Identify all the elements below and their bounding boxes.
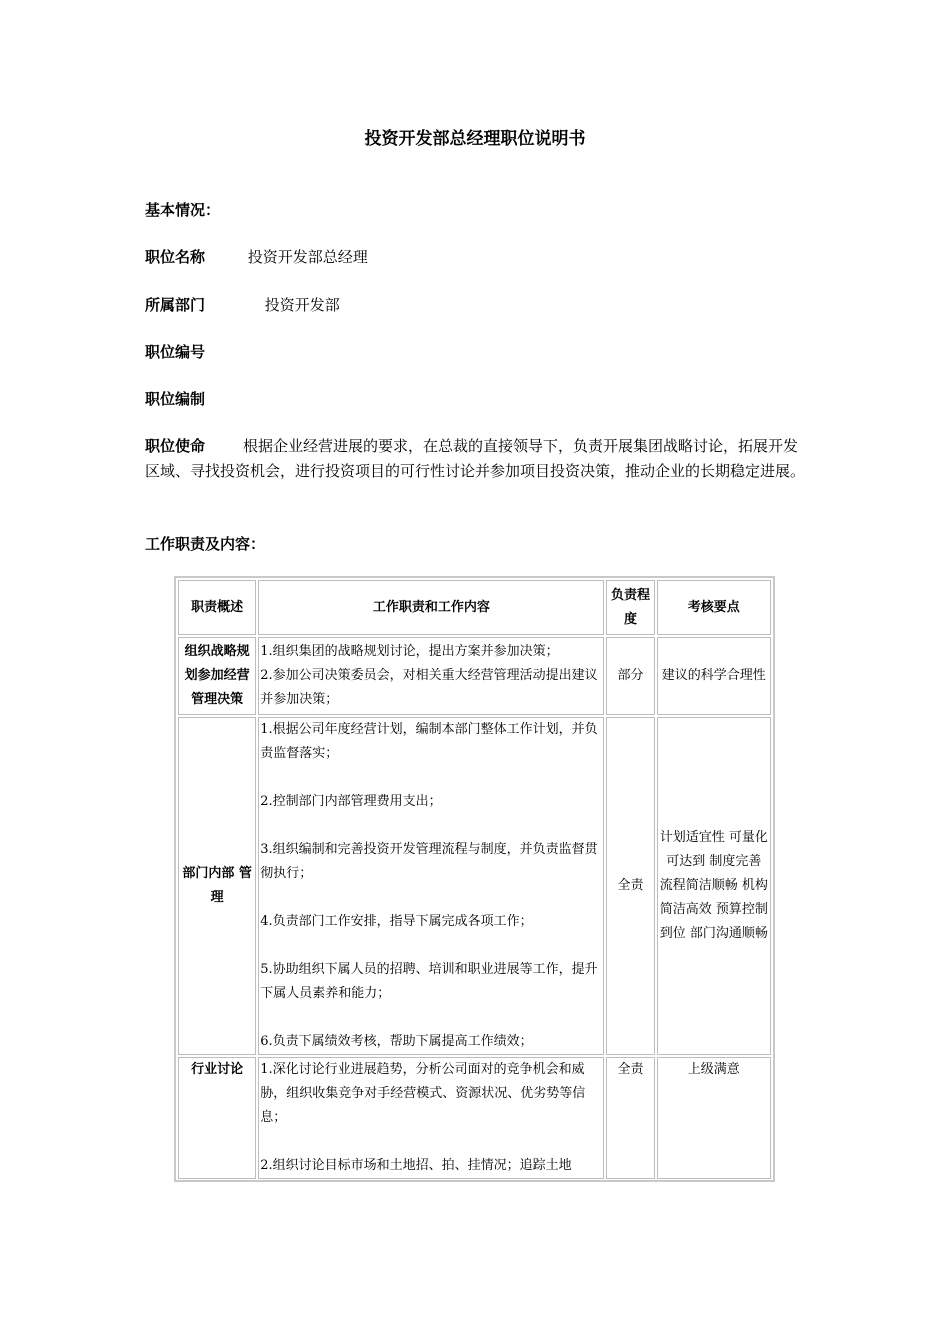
field-department (145, 294, 340, 315)
duty-item: 2.参加公司决策委员会，对相关重大经营管理活动提出建议并参加决策； (260, 668, 598, 707)
duty-item: 2.组织讨论目标市场和土地招、拍、挂情况；追踪土地 (260, 1158, 572, 1173)
field-value: 投资开发部 (264, 296, 340, 314)
table-header-row (178, 580, 771, 635)
table-row (178, 1057, 771, 1179)
field-position-code (145, 341, 205, 362)
duties-table (176, 578, 773, 1181)
table-row (178, 717, 771, 1055)
duties-heading-label: 工作职责及内容： (145, 535, 266, 553)
duty-item: 4.负责部门工作安排，指导下属完成各项工作； (260, 914, 533, 929)
duty-item: 3.组织编制和完善投资开发管理流程与制度，并负责监督贯彻执行； (260, 842, 598, 881)
field-label: 所属部门 (145, 296, 206, 314)
mission-label: 职位使命 (145, 437, 206, 455)
field-label: 职位编号 (145, 343, 206, 361)
field-position-name (145, 246, 368, 267)
mission-text: 根据企业经营进展的要求，在总裁的直接领导下，负责开展集团战略讨论，拓展开发区域、寻找投资机会，进行投资项目的可行性讨论并参加项目投资决策，推动企业的长期稳定进展。 (145, 437, 806, 480)
duty-item: 5.协助组织下属人员的招聘、培训和职业进展等工作，提升下属人员素养和能力； (260, 962, 598, 1001)
row-assessment: 建议的科学合理性 (657, 637, 771, 715)
header-content: 工作职责和工作内容 (258, 580, 604, 635)
duties-table-frame (174, 576, 775, 1182)
row-assessment: 计划适宜性 可量化 可达到 制度完善 流程简洁顺畅 机构简洁高效 预算控制到位 部门沟通顺畅 (657, 717, 771, 1055)
header-summary: 职责概述 (178, 580, 256, 635)
row-degree: 全责 (606, 1057, 654, 1179)
row-summary: 组织战略规划参加经营管理决策 (178, 637, 256, 715)
duty-item: 1.组织集团的战略规划讨论，提出方案并参加决策； (260, 644, 559, 659)
row-summary: 行业讨论 (178, 1057, 256, 1179)
duty-item: 1.根据公司年度经营计划，编制本部门整体工作计划，并负责监督落实； (260, 722, 598, 761)
row-assessment: 上级满意 (657, 1057, 771, 1179)
field-headcount (145, 388, 205, 409)
header-degree: 负责程度 (606, 580, 654, 635)
mission-paragraph (145, 434, 805, 484)
document-title: 投资开发部总经理职位说明书 (364, 129, 586, 149)
row-content (258, 637, 604, 715)
basic-info-label: 基本情况： (145, 201, 221, 219)
basic-info-heading (145, 199, 220, 220)
duty-item: 1.深化讨论行业进展趋势，分析公司面对的竞争机会和威胁，组织收集竞争对手经营模式、资源状况、优劣势等信息； (260, 1062, 586, 1125)
row-summary: 部门内部 管理 (178, 717, 256, 1055)
field-label: 职位名称 (145, 248, 206, 266)
row-content (258, 1057, 604, 1179)
table-row (178, 637, 771, 715)
row-degree: 全责 (606, 717, 654, 1055)
duties-heading (145, 533, 265, 554)
field-label: 职位编制 (145, 390, 206, 408)
duty-item: 6.负责下属绩效考核，帮助下属提高工作绩效； (260, 1034, 533, 1049)
row-content (258, 717, 604, 1055)
field-value: 投资开发部总经理 (247, 248, 368, 266)
row-degree: 部分 (606, 637, 654, 715)
header-assessment: 考核要点 (657, 580, 771, 635)
duty-item: 2.控制部门内部管理费用支出； (260, 794, 442, 809)
